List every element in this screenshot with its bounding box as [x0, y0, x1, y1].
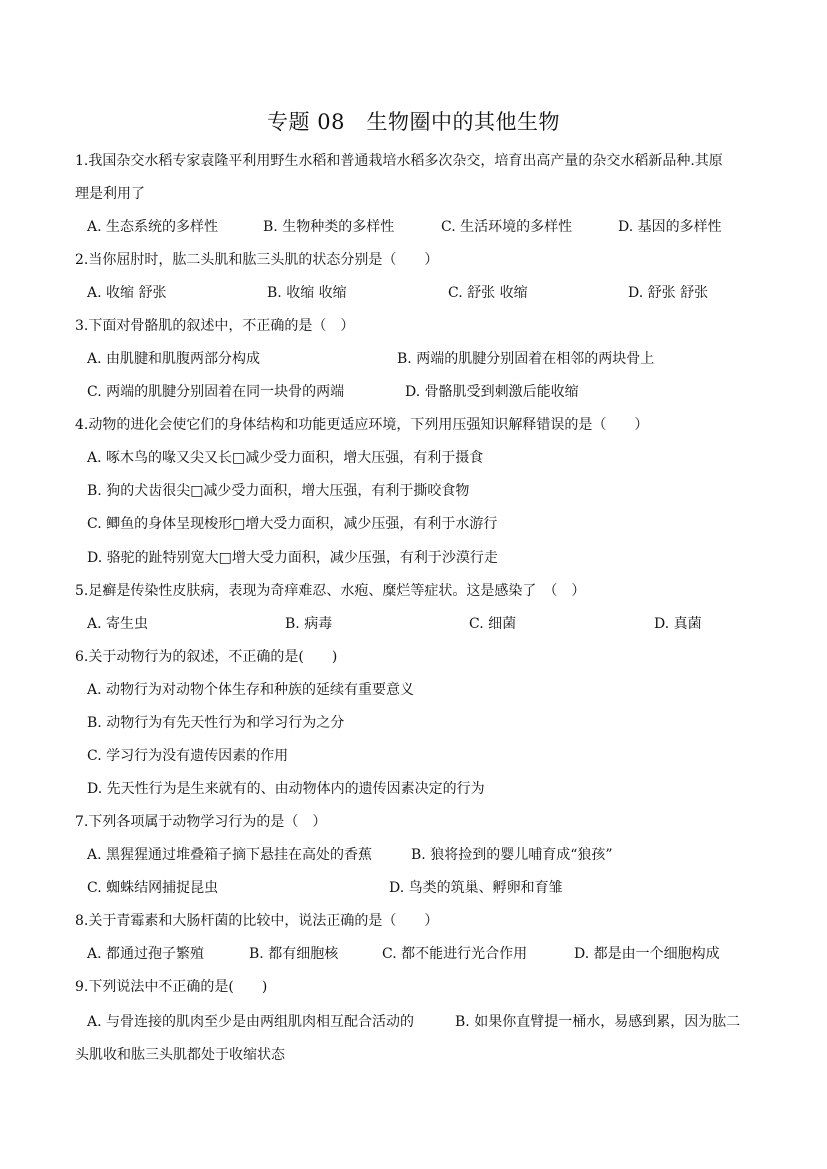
- question-8-option-a: A. 都通过孢子繁殖: [87, 946, 205, 962]
- question-9-option-a: A. 与骨连接的肌肉至少是由两组肌肉相互配合活动的: [87, 1014, 415, 1030]
- question-6-option-d: D. 先天性行为是生来就有的、由动物体内的遗传因素决定的行为: [87, 781, 485, 797]
- question-2-option-d: D. 舒张 舒张: [628, 285, 709, 301]
- question-5-option-a: A. 寄生虫: [87, 616, 149, 632]
- question-7-stem: 7.下列各项属于动物学习行为的是（ ）: [75, 814, 327, 830]
- question-4-stem: 4.动物的进化会使它们的身体结构和功能更适应环境，下列用压强知识解释错误的是（ ）: [75, 417, 649, 433]
- question-8-stem: 8.关于青霉素和大肠杆菌的比较中，说法正确的是（ ）: [75, 913, 439, 929]
- question-1-stem-line-2: 理是利用了: [75, 186, 145, 202]
- question-3-option-c: C. 两端的肌腱分别固着在同一块骨的两端: [87, 384, 345, 400]
- question-8-option-c: C. 都不能进行光合作用: [382, 946, 528, 962]
- question-7-option-c: C. 蜘蛛结网捕捉昆虫: [87, 880, 219, 896]
- question-4-option-b: B. 狗的犬齿很尖□减少受力面积，增大压强，有利于撕咬食物: [87, 483, 470, 499]
- question-4-option-a: A. 啄木鸟的喙又尖又长□减少受力面积，增大压强，有利于摄食: [87, 450, 484, 466]
- question-3-option-d: D. 骨骼肌受到刺激后能收缩: [405, 384, 579, 400]
- question-5-stem: 5.足癣是传染性皮肤病，表现为奇痒难忍、水疱、糜烂等症状。这是感染了 （ ）: [75, 583, 586, 599]
- question-4-option-d: D. 骆驼的趾特别宽大□增大受力面积，减少压强，有利于沙漠行走: [87, 550, 498, 566]
- question-5-option-c: C. 细菌: [469, 616, 517, 632]
- question-2-option-c: C. 舒张 收缩: [448, 285, 528, 301]
- question-3-option-b: B. 两端的肌腱分别固着在相邻的两块骨上: [397, 351, 655, 367]
- question-2-stem: 2.当你屈肘时，肱二头肌和肱三头肌的状态分别是（ ）: [75, 252, 439, 268]
- question-3-option-a: A. 由肌腱和肌腹两部分构成: [87, 351, 261, 367]
- question-1-option-c: C. 生活环境的多样性: [441, 219, 573, 235]
- question-7-option-d: D. 鸟类的筑巢、孵卵和育雏: [389, 880, 563, 896]
- question-5-option-b: B. 病毒: [285, 616, 333, 632]
- question-2-option-a: A. 收缩 舒张: [87, 285, 167, 301]
- question-9-option-b-line-1: B. 如果你直臂提一桶水，易感到累，因为肱二: [455, 1014, 741, 1030]
- question-6-option-a: A. 动物行为对动物个体生存和种族的延续有重要意义: [87, 682, 415, 698]
- question-7-option-b: B. 狼将捡到的婴儿哺育成“狼孩”: [411, 847, 613, 863]
- question-6-stem: 6.关于动物行为的叙述，不正确的是( ): [75, 649, 338, 665]
- question-5-option-d: D. 真菌: [654, 616, 702, 632]
- question-8-option-d: D. 都是由一个细胞构成: [574, 946, 720, 962]
- question-3-stem: 3.下面对骨骼肌的叙述中，不正确的是（ ）: [75, 318, 355, 334]
- page-title: 专题 08 生物圈中的其他生物: [267, 110, 560, 134]
- question-1-option-d: D. 基因的多样性: [618, 219, 722, 235]
- question-1-stem-line-1: 1.我国杂交水稻专家袁隆平利用野生水稻和普通栽培水稻多次杂交，培育出高产量的杂交水稻新品种.其原: [75, 153, 723, 169]
- question-1-option-b: B. 生物种类的多样性: [263, 219, 395, 235]
- question-4-option-c: C. 鲫鱼的身体呈现梭形□增大受力面积，减少压强，有利于水游行: [87, 516, 498, 532]
- question-8-option-b: B. 都有细胞核: [249, 946, 339, 962]
- question-1-option-a: A. 生态系统的多样性: [87, 219, 219, 235]
- question-6-option-c: C. 学习行为没有遗传因素的作用: [87, 748, 289, 764]
- question-7-option-a: A. 黑猩猩通过堆叠箱子摘下悬挂在高处的香蕉: [87, 847, 373, 863]
- question-9-stem: 9.下列说法中不正确的是( ): [75, 979, 268, 995]
- question-2-option-b: B. 收缩 收缩: [267, 285, 347, 301]
- question-6-option-b: B. 动物行为有先天性行为和学习行为之分: [87, 715, 345, 731]
- question-9-option-b-line-2: 头肌收和肱三头肌都处于收缩状态: [75, 1047, 285, 1063]
